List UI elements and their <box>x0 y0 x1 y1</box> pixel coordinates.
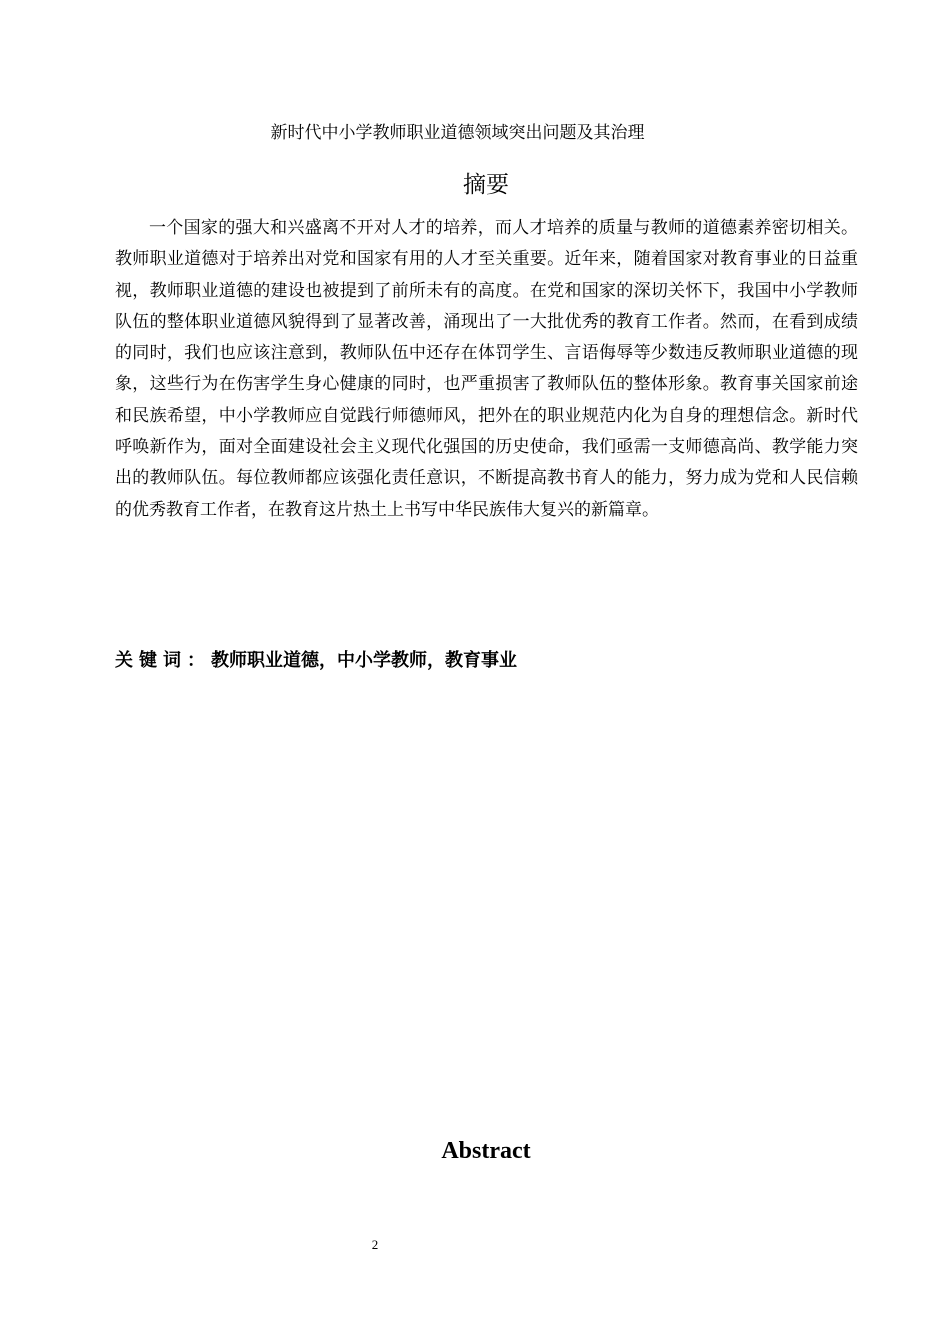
keywords-label: 关键词： <box>115 650 211 671</box>
abstract-heading-english: Abstract <box>441 1138 531 1164</box>
abstract-heading-chinese: 摘要 <box>463 172 509 198</box>
abstract-body-paragraph: 一个国家的强大和兴盛离不开对人才的培养，而人才培养的质量与教师的道德素养密切相关。教师职业道德对于培养出对党和国家有用的人才至关重要。近年来，随着国家对教育事业的日益重视，教师职业道德的建设也被提到了前所未有的高度。在党和国家的深切关怀下，我国中小学教师队伍的整体职业道德风貌得到了显著改善，涌现出了一大批优秀的教育工作者。然而，在看到成绩的同时，我们也应该注意到，教师队伍中还存在体罚学生、言语侮辱等少数违反教师职业道德的现象，这些行为在伤害学生身心健康的同时，也严重损害了教师队伍的整体形象。教育事关国家前途和民族希望，中小学教师应自觉践行师德师风，把外在的职业规范内化为自身的理想信念。新时代呼唤新作为，面对全面建设社会主义现代化强国的历史使命，我们亟需一支师德高尚、教学能力突出的教师队伍。每位教师都应该强化责任意识，不断提高教书育人的能力，努力成为党和人民信赖的优秀教育工作者，在教育这片热土上书写中华民族伟大复兴的新篇章。 <box>115 218 858 520</box>
keywords-line <box>115 647 858 675</box>
page-number: 2 <box>371 1237 379 1252</box>
keywords-value: 教师职业道德，中小学教师，教育事业 <box>211 650 517 671</box>
paper-title: 新时代中小学教师职业道德领域突出问题及其治理 <box>270 123 645 143</box>
